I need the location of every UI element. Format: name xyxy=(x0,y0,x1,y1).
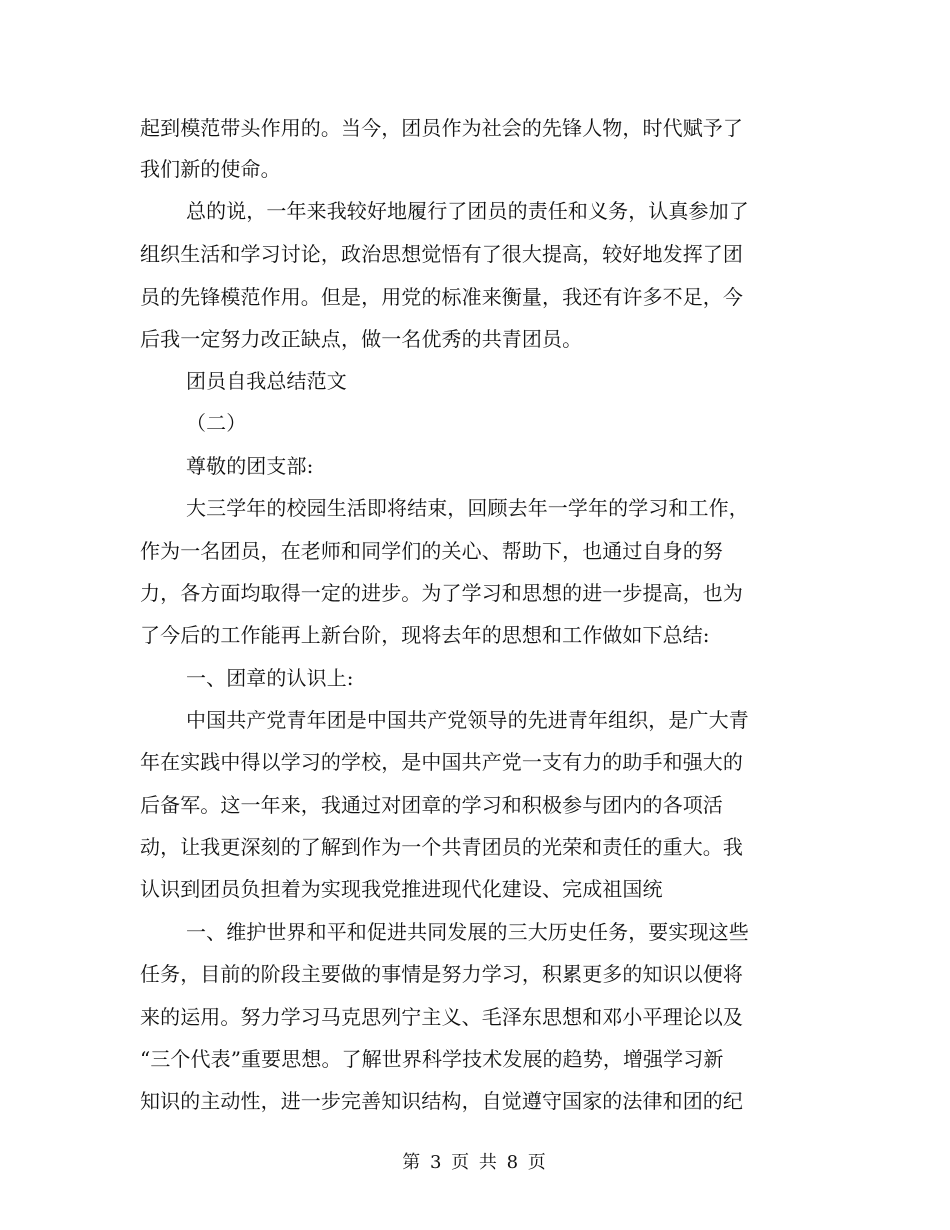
text-line: 员的先锋模范作用。但是，用党的标准来衡量，我还有许多不足，今 xyxy=(140,285,743,309)
text-line: “三个代表”重要思想。了解世界科学技术发展的趋势，增强学习新 xyxy=(140,1047,724,1071)
subheading: 一、团章的认识上: xyxy=(186,666,354,690)
text-line: 我们新的使命。 xyxy=(140,157,281,181)
text-line: 动，让我更深刻的了解到作为一个共青团员的光荣和责任的重大。我 xyxy=(140,835,743,859)
paragraph-start: 总的说，一年来我较好地履行了团员的责任和义务，认真参加了 xyxy=(186,199,749,223)
text-line: 后备军。这一年来，我通过对团章的学习和积极参与团内的各项活 xyxy=(140,793,723,817)
text-line: 任务，目前的阶段主要做的事情是努力学习，积累更多的知识以便将 xyxy=(140,962,743,986)
section-number: （二） xyxy=(186,411,247,435)
text-line: 起到模范带头作用的。当今，团员作为社会的先锋人物，时代赋予了 xyxy=(140,116,743,140)
text-line: 知识的主动性，进一步完善知识结构，自觉遵守国家的法律和团的纪 xyxy=(140,1089,743,1113)
text-line: 认识到团员负担着为实现我党推进现代化建设、完成祖国统 xyxy=(140,877,663,901)
paragraph-start: 一、维护世界和平和促进共同发展的三大历史任务，要实现这些 xyxy=(186,920,749,944)
text-line: 来的运用。努力学习马克思列宁主义、毛泽东思想和邓小平理论以及 xyxy=(140,1005,743,1029)
text-line: 作为一名团员，在老师和同学们的关心、帮助下，也通过自身的努 xyxy=(140,539,723,563)
paragraph-start: 大三学年的校园生活即将结束，回顾去年一学年的学习和工作， xyxy=(186,496,749,520)
text-line: 年在实践中得以学习的学校，是中国共产党一支有力的助手和强大的 xyxy=(140,750,743,774)
text-line: 了今后的工作能再上新台阶，现将去年的思想和工作做如下总结: xyxy=(140,623,710,647)
paragraph-start: 中国共产党青年团是中国共产党领导的先进青年组织，是广大青 xyxy=(186,708,749,732)
text-line: 组织生活和学习讨论，政治思想觉悟有了很大提高，较好地发挥了团 xyxy=(140,242,743,266)
page-number-footer: 第 3 页 共 8 页 xyxy=(402,1152,548,1173)
salutation: 尊敬的团支部: xyxy=(186,454,314,478)
text-line: 力，各方面均取得一定的进步。为了学习和思想的进一步提高，也为 xyxy=(140,581,743,605)
section-title: 团员自我总结范文 xyxy=(186,369,347,393)
text-line: 后我一定努力改正缺点，做一名优秀的共青团员。 xyxy=(140,327,583,351)
